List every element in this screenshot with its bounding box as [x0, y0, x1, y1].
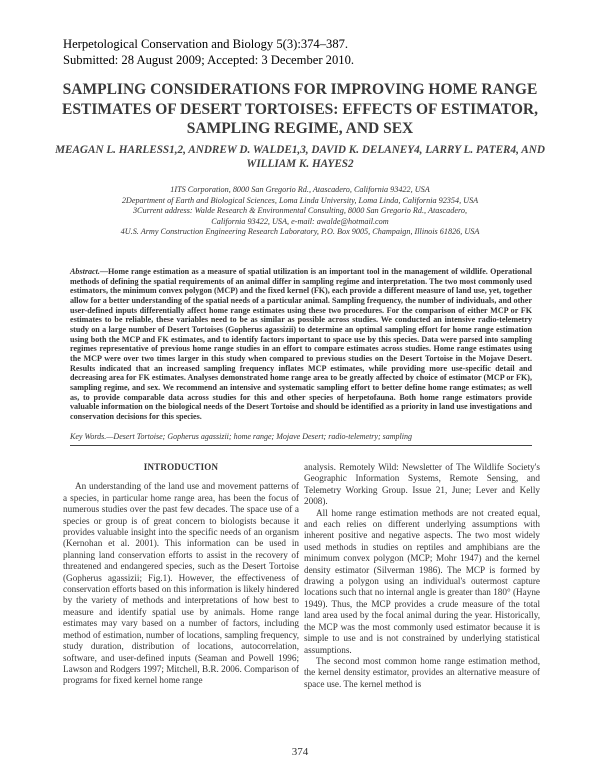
column-left	[63, 462, 299, 687]
journal-citation: Herpetological Conservation and Biology 5(3):374–387.	[63, 37, 349, 51]
article-title	[40, 80, 560, 139]
keywords: Key Words.—Desert Tortoise; Gopherus agassizii; home range; Mojave Desert; radio-telemetry; sampling	[70, 432, 412, 441]
title-line-3: SAMPLING REGIME, AND SEX	[186, 120, 414, 137]
title-line-1: SAMPLING CONSIDERATIONS FOR IMPROVING HOME RANGE	[62, 81, 538, 98]
affiliation-3: 3Current address: Walde Research & Environmental Consulting, 8000 San Gregorio Rd., Atascadero,	[132, 206, 468, 216]
column-right	[304, 462, 540, 690]
section-divider	[70, 445, 532, 446]
affiliation-4: 4U.S. Army Construction Engineering Research Laboratory, P.O. Box 9005, Champaign, Illinois 61826, USA	[120, 227, 480, 237]
intro-paragraph-continued: analysis. Remotely Wild: Newsletter of The Wildlife Society's Geographic Information Systems, Remote Sensing, and Telemetry Working Group. Issue 21, June; Lever and Kelly 2008).	[304, 462, 540, 507]
submission-dates: Submitted: 28 August 2009; Accepted: 3 December 2010.	[63, 53, 355, 67]
intro-paragraph-2: All home range estimation methods are not created equal, and each relies on different underlying assumptions with inherent positive and negative aspects. The two most widely used methods in studies on reptiles and amphibians are the minimum convex polygon (MCP; Mohr 1947) and the kernel density estimator (Silverman 1986). The MCP is formed by drawing a polygon using an individual's outermost capture locations such that no internal angle is greater than 180° (Hayne 1949). Thus, the MCP provides a crude measure of the total land area used by the focal animal during the year. Historically, the MCP was the most commonly used estimator because it is simple to use and is not constrained by underlying statistical assumptions.	[304, 507, 540, 655]
affiliation-2: 2Department of Earth and Biological Sciences, Loma Linda University, Loma Linda, California 92354, USA	[121, 195, 479, 205]
intro-paragraph-3: The second most common home range estimation method, the kernel density estimator, provides an alternative measure of space use. The kernel method is	[304, 655, 540, 689]
intro-paragraph-1: An understanding of the land use and movement patterns of a species, in particular home range area, has been the focus of numerous studies over the past few decades. The space use of a species or group is of great concern to biologists because it provides valuable insight into the specific needs of an organism (Kernohan et al. 2001). This information can be used in planning land conservation efforts to assist in the recovery of threatened and endangered species, such as the Desert Tortoise (Gopherus agassizii; Fig.1). However, the effectiveness of conservation efforts based on this information is likely hindered by the variety of methods and interpretations of how best to measure and identify spatial use by animals. Home range estimates may vary based on a number of factors, including method of estimation, number of locations, sampling frequency, study duration, distribution of locations, autocorrelation, software, and user-defined inputs (Seaman and Powell 1996; Lawson and Rodgers 1997; Mitchell, B.R. 2006. Comparison of programs for fixed kernel home range	[63, 481, 299, 686]
affiliations	[40, 185, 560, 238]
affiliation-1: 1ITS Corporation, 8000 San Gregorio Rd., Atascadero, California 93422, USA	[170, 185, 430, 194]
abstract-lead: Abstract.	[70, 267, 100, 276]
page-number: 374	[291, 746, 309, 758]
author-list	[40, 143, 560, 171]
abstract-text: —Home range estimation as a measure of spatial utilization is an important tool in the management of wildlife. Operational methods of defining the spatial requirements of an animal differ in sampling regime and interpretation. The two most commonly used estimators, the minimum convex polygon (MCP) and the fixed kernel (FK), each provide a different measure of land use, yet, together allow for a better understanding of the spatial needs of a particular animal. Sampling frequency, the number of individuals, and other user-defined inputs differentially affect home range estimates using these two procedures. For the comparison of either MCP or FK estimates to be reliable, these variables need to be as similar as possible across studies. We conducted an intensive radio-telemetry study on a large number of Desert Tortoises (Gopherus agassizii) to determine an optimal sampling effort for home range estimation using both the MCP and FK estimates, and to identify factors important to space use by this species. Data were parsed into sampling regimes representative of previous home range studies in an effort to compare estimates across studies. Home range estimates using the MCP were over two times larger in this study when compared to previous studies on the Desert Tortoise in the Mojave Desert. Results indicated that an increased sampling frequency inflates MCP estimates, while providing more use-specific detail and decreasing area for FK estimates. Analyses demonstrated home range area to be greatly affected by choice of estimator (MCP or FK), sampling regime, and sex. We recommend an intensive and systematic sampling effort to better define home range estimates; as well as, to provide comparable data across studies for this and other species of herpetofauna. Both home range estimators provide valuable information on the biological needs of the Desert Tortoise and should be identified as a priority in land use investigations and conservation decisions for this species.	[70, 267, 532, 421]
title-line-2: ESTIMATES OF DESERT TORTOISES: EFFECTS OF ESTIMATOR,	[62, 100, 538, 118]
authors-line-1: MEAGAN L. HARLESS1,2, ANDREW D. WALDE1,3, DAVID K. DELANEY4, LARRY L. PATER4, AND	[55, 144, 545, 156]
authors-line-2: WILLIAM K. HAYES2	[246, 158, 354, 170]
affiliation-3-cont: California 93422, USA, e-mail: awalde@hotmail.com	[211, 216, 389, 226]
abstract	[70, 267, 532, 422]
journal-header	[63, 36, 354, 68]
section-heading-introduction: INTRODUCTION	[143, 462, 219, 472]
